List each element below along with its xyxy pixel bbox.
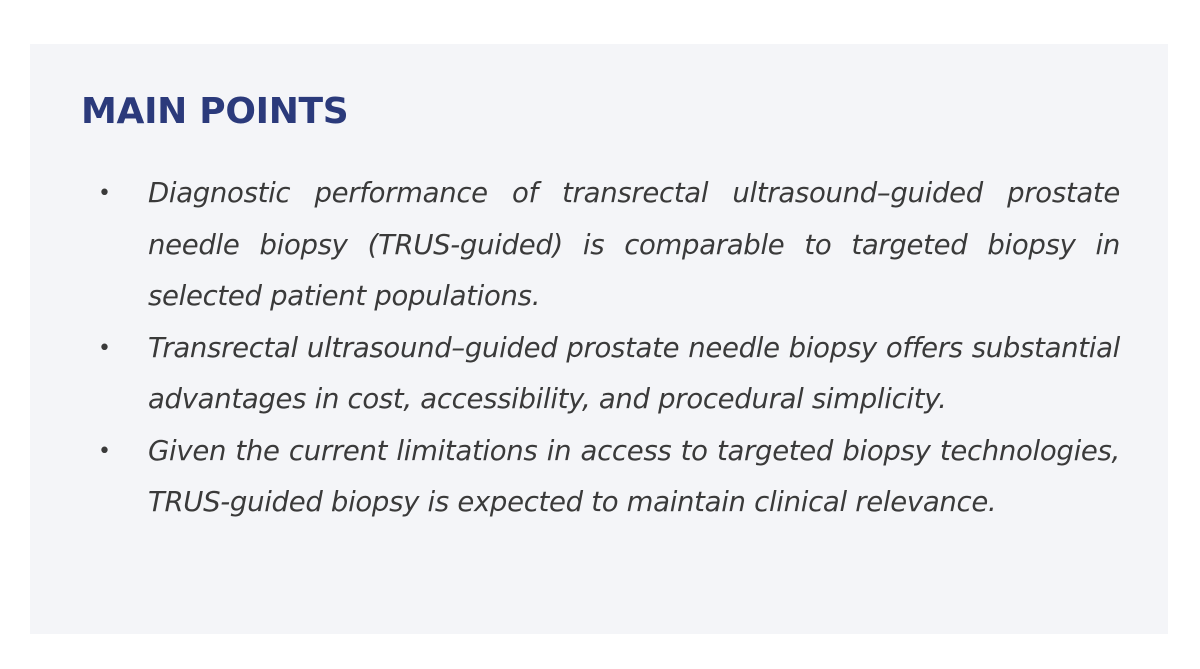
bullet-icon: • (98, 438, 111, 464)
list-item (60, 323, 1120, 426)
list-item (60, 426, 1120, 529)
point-text: Transrectal ultrasound–guided prostate needle biopsy offers substantial advantages in cost, accessibility, and procedural simplicity. (148, 331, 1120, 415)
point-text: Given the current limitations in access to targeted biopsy technologies, TRUS-guided biopsy is expected to maintain clinical relevance. (148, 434, 1120, 518)
bullet-icon: • (98, 335, 111, 361)
main-points-list (60, 168, 1120, 529)
list-item (60, 168, 1120, 323)
main-points-heading: MAIN POINTS (81, 91, 349, 132)
main-points-box (30, 44, 1168, 634)
point-text: Diagnostic performance of transrectal ultrasound–guided prostate needle biopsy (TRUS-guided) is comparable to targeted biopsy in selected patient populations. (148, 177, 1120, 312)
bullet-icon: • (98, 181, 111, 206)
